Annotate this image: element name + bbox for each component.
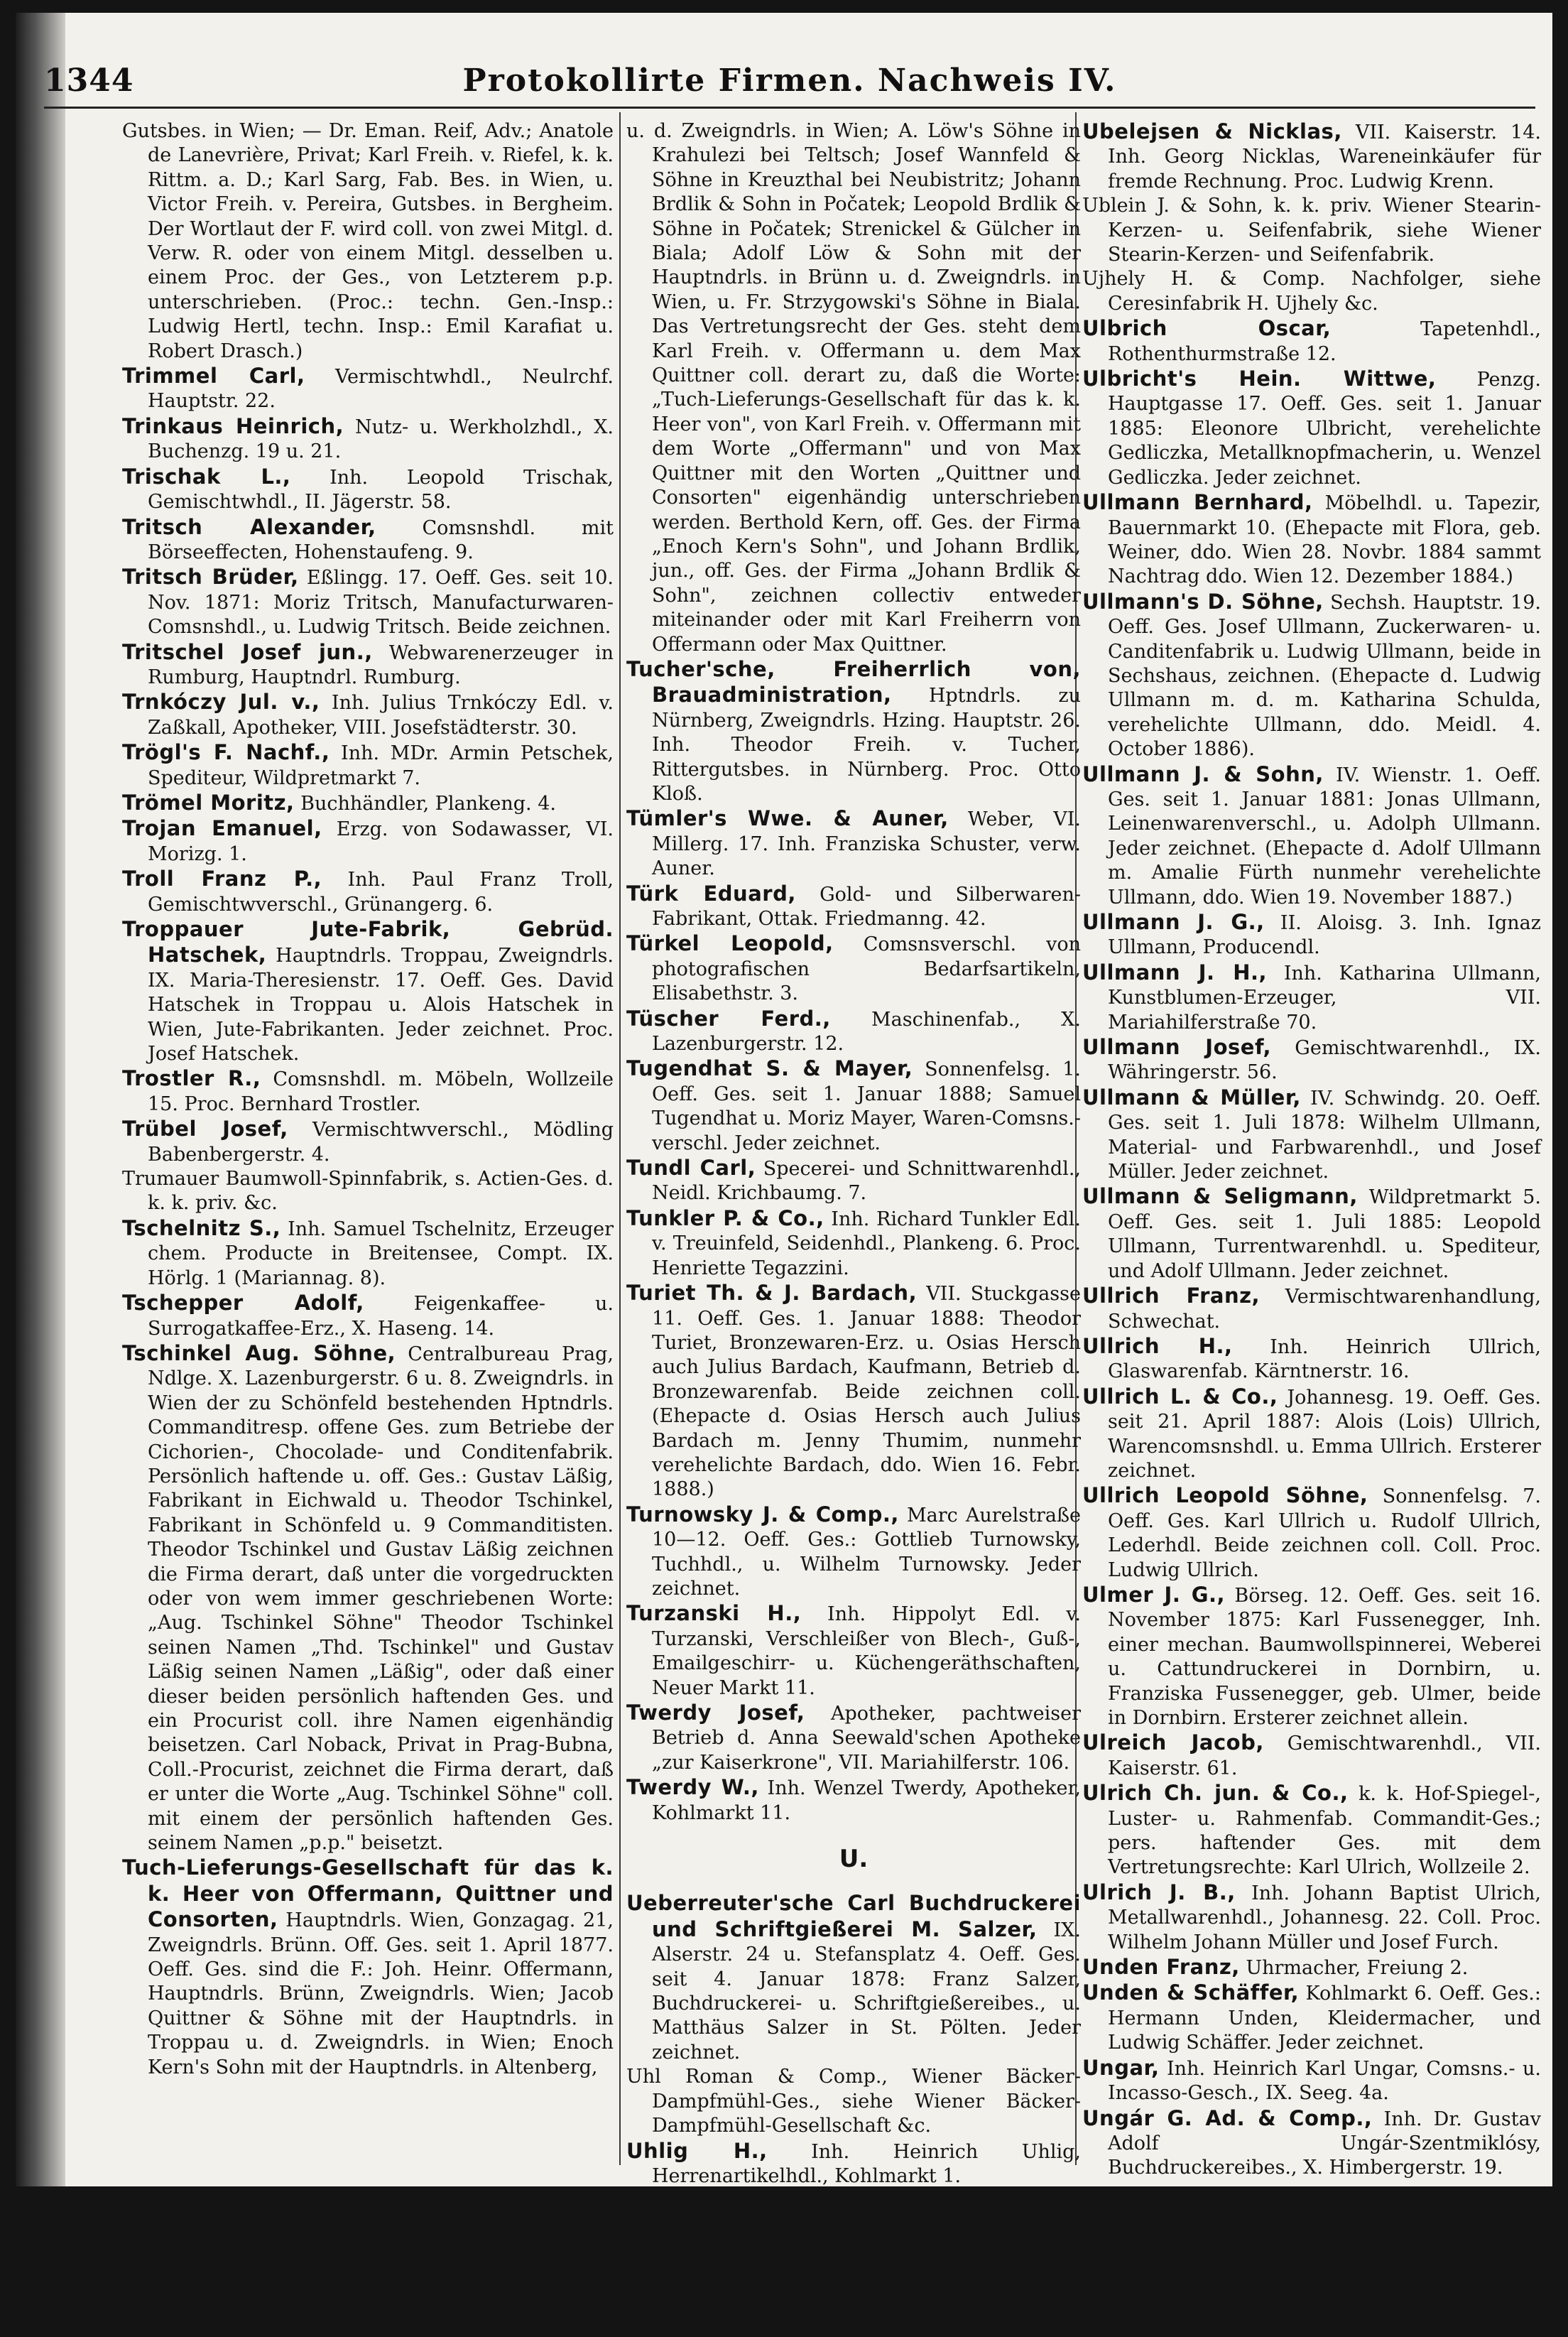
firm-name: Tritsch Brüder, <box>122 565 299 590</box>
entry-text: Gemischtwarenhdl., IX. Währingerstr. 56. <box>1108 1037 1541 1084</box>
directory-entry <box>122 119 614 364</box>
entry-text: II. Aloisg. 3. Inh. Ignaz Ullmann, Producendl. <box>1108 912 1541 959</box>
firm-name: Ullrich Leopold Söhne, <box>1082 1483 1368 1508</box>
firm-name: Trögl's F. Nachf., <box>122 740 330 765</box>
directory-entry <box>122 1066 614 1117</box>
entry-text: Vermischtwverschl., Mödling Babenbergerstr. 4. <box>148 1119 614 1166</box>
entry-text: Möbelhdl. u. Tapezir, Bauernmarkt 10. (Ehepacte mit Flora, geb. Weiner, ddo. Wien 28. Novbr. 1884 sammt Nachtrag ddo. Wien 12. Dezember 1884.) <box>1108 492 1542 588</box>
entry-text: Trumauer Baumwoll-Spinnfabrik, s. Actien-Ges. d. k. k. priv. &c. <box>122 1168 614 1215</box>
entry-text: Inh. Edmund Bondy, Erz. v. Uhren, Uhrenbestandtheilen, sowie eine mechanische Werkstätte, Penzing Hauptg. 35. Compt. und Musterlager Stadiong. 5. Proc. Otto Bondy. <box>652 2191 1081 2336</box>
column-2 <box>626 119 1082 2336</box>
firm-name: Uhrenfabrik Edmund Bondy, <box>626 2189 1012 2213</box>
directory-entry <box>122 690 614 740</box>
firm-name: Ulbrich Oscar, <box>1082 316 1332 341</box>
entry-text: Eßlingg. 17. Oeff. Ges. seit 10. Nov. 1871: Moriz Tritsch, Manufacturwaren-Comsnshdl., u. Ludwig Tritsch. Beide zeichnen. <box>148 567 614 639</box>
entry-text: Penzg. Hauptgasse 17. Oeff. Ges. seit 1. Januar 1885: Eleonore Ulbricht, verehelichte Gedliczka, Metallknopfmacherin, u. Wenzel Gedliczka. Jeder zeichnet. <box>1108 369 1541 489</box>
firm-name: Ungar, <box>1082 2055 1160 2080</box>
entry-text: Ujhely H. & Comp. Nachfolger, siehe Ceresinfabrik H. Ujhely &c. <box>1082 268 1541 315</box>
directory-entry <box>122 740 614 791</box>
directory-entry <box>1082 1955 1541 1980</box>
directory-entry <box>1082 1781 1541 1880</box>
firm-name: Tugendhat S. & Mayer, <box>626 1056 913 1081</box>
firm-name: Ullmann & Seligmann, <box>1082 1184 1358 1209</box>
directory-entry <box>626 2189 1081 2336</box>
directory-entry <box>1082 1730 1541 1781</box>
firm-name: Ulmer J. G., <box>1082 1582 1226 1607</box>
firm-name: Ullmann J. G., <box>1082 910 1265 934</box>
firm-name: Tundl Carl, <box>626 1156 756 1181</box>
directory-entry <box>122 640 614 690</box>
page-header <box>44 63 1535 105</box>
firm-name: Trübel Josef, <box>122 1117 288 1142</box>
directory-entry <box>626 1701 1081 1775</box>
firm-name: Ulrich Ch. jun. & Co., <box>1082 1781 1349 1806</box>
entry-text: Inh. Dr. Gustav Adolf Ungár-Szentmiklósy, Buchdruckereibes., X. Himbergerstr. 19. <box>1108 2108 1541 2179</box>
entry-text: k. k. Hof-Spiegel-, Luster- u. Rahmenfab. Commandit-Ges.; pers. haftender Ges. mit dem Vertretungsrechte: Karl Ulrich, Wollzeile 2. <box>1108 1783 1541 1879</box>
entry-text: Specerei- und Schnittwarenhdl., Neidl. Krichbaumg. 7. <box>652 1158 1081 1205</box>
entry-text: Maschinenfab., X. Lazenburgerstr. 12. <box>652 1008 1081 1056</box>
running-head: Protokollirte Firmen. Nachweis IV. <box>462 63 1117 99</box>
firm-name: Troppauer Jute-Fabrik, Gebrüd. Hatschek, <box>122 917 614 967</box>
directory-entry <box>1082 1583 1541 1730</box>
directory-entry <box>626 882 1081 932</box>
entry-text: VII. Stuckgasse 11. Oeff. Ges. 1. Januar 1888: Theodor Turiet, Bronzewaren-Erz. u. Osias Hersch auch Julius Bardach, Kaufmann, Betrieb d. Bronzewarenfab. Beide zeichnen coll. (Ehepacte d. Osias Hersch auch Julius Bardach m. Jenny Thumim, nunmehr verehelichte Bardach, ddo. Wien 16. Febr. 1888.) <box>652 1283 1081 1501</box>
directory-entry <box>122 1855 614 2080</box>
entry-text: Feigenkaffee- u. Surrogatkaffee-Erz., X. Haseng. 14. <box>148 1293 614 1340</box>
directory-entry <box>626 1891 1081 2065</box>
firm-name: Trojan Emanuel, <box>122 816 322 841</box>
directory-entry <box>1082 267 1541 316</box>
directory-entry <box>122 364 614 414</box>
entry-text: Gutsbes. in Wien; — Dr. Eman. Reif, Adv.; Anatole de Lanevrière, Privat; Karl Freih. v. Riefel, k. k. Rittm. a. D.; Karl Sarg, Fab. Bes. in Wien, u. Victor Freih. v. Pereira, Gutsbes. in Bergheim. Der Wortlaut der F. wird coll. von zwei Mitgl. d. Verw. R. oder von einem Mitgl. desselben u. einem Proc. der Ges., von Letzterem p.p. unterschrieben. (Proc.: techn. Gen.-Insp.: Ludwig Hertl, techn. Insp.: Emil Karafiat u. Robert Drasch.) <box>122 120 614 362</box>
entry-text: Webwarenerzeuger in Rumburg, Hauptndrl. Rumburg. <box>148 641 614 688</box>
directory-entry <box>122 1291 614 1341</box>
book-spine-shadow <box>16 13 65 2186</box>
directory-entry <box>1082 1284 1541 1334</box>
entry-text: Inh. Katharina Ullmann, Kunstblumen-Erzeuger, VII. Mariahilferstraße 70. <box>1108 962 1541 1034</box>
firm-name: Trnkóczy Jul. v., <box>122 690 320 715</box>
entry-text: Hauptndrls. Troppau, Zweigndrls. IX. Maria-Theresienstr. 17. Oeff. Ges. David Hatschek in Troppau u. Alois Hatschek in Wien, Jute-Fabrikanten. Jeder zeichnet. Proc. Josef Hatschek. <box>148 945 614 1066</box>
entry-text: Ublein J. & Sohn, k. k. priv. Wiener Stearin-Kerzen- u. Seifenfabrik, siehe Wiener Stearin-Kerzen- und Seifenfabrik. <box>1082 195 1541 266</box>
entry-text: VII. Kaiserstr. 14. Inh. Georg Nicklas, Wareneinkäufer für fremde Rechnung. Proc. Ludwig Krenn. <box>1108 121 1541 193</box>
directory-entry <box>626 2065 1081 2138</box>
entry-text: Comsnshdl. mit Börseeffecten, Hohenstaufeng. 9. <box>148 516 614 563</box>
entry-text: Inh. Wenzel Twerdy, Apotheker, Kohlmarkt 11. <box>652 1777 1081 1824</box>
directory-entry <box>1082 194 1541 267</box>
firm-name: Tümler's Wwe. & Auner, <box>626 806 949 831</box>
firm-name: Tschelnitz S., <box>122 1215 281 1240</box>
directory-entry <box>1082 2106 1541 2181</box>
entry-text: Kohlmarkt 6. Oeff. Ges.: Hermann Unden, Kleidermacher, und Ludwig Schäffer. Jeder zeichnet. <box>1108 1983 1541 2054</box>
entry-text: Centralbureau Prag, Ndlge. X. Lazenburgerstr. 6 u. 8. Zweigndrls. in Wien der zu Schönfeld bestehenden Hptndrls. Commanditresp. offene Ges. zum Betriebe der Cichorien-, Chocolade- und Conditenfabrik. Persönlich haftende u. off. Ges.: Gustav Läßig, Fabrikant in Eichwald u. Theodor Tschinkel, Fabrikant in Schönfeld u. 9 Commanditisten. Theodor Tschinkel und Gustav Läßig zeichnen die Firma derart, daß unter die vorgedruckten oder von wem immer geschriebenen Worte: „Aug. Tschinkel Söhne" Theodor Tschinkel seinen Namen „Thd. Tschinkel" und Gustav Läßig seinen Namen „Läßig", oder daß einer dieser beiden persönlich haftenden Ges. und ein Procurist coll. ihre Namen eigenhändig beisetzen. Carl Noback, Privat in Prag-Bubna, Coll.-Procurist, zeichnet die Firma derart, daß er unter die Worte „Aug. Tschinkel Söhne" coll. mit einem der persönlich haftenden Ges. seinem Namen „p.p." beisetzt. <box>148 1343 614 1855</box>
entry-text: Inh. Julius Trnkóczy Edl. v. Zaßkall, Apotheker, VIII. Josefstädterstr. 30. <box>148 692 614 739</box>
entry-text: Wildpretmarkt 5. Oeff. Ges. seit 1. Juli 1885: Leopold Ullmann, Turrentwarenhdl. u. Spediteur, und Adolf Ullmann. Jeder zeichnet. <box>1108 1186 1542 1282</box>
entry-text: Hauptndrls. Wien, Gonzagag. 21, Zweigndrls. Brünn. Off. Ges. seit 1. April 1877. Oeff. Ges. sind die F.: Joh. Heinr. Offermann, Hauptndrls. Brünn, Zweigndrls. Wien; Jacob Quittner & Söhne mit der Hauptndrls. in Troppau u. d. Zweigndrls. in Wien; Enoch Kern's Sohn mit der Hauptndrls. in Altenberg, <box>148 1909 614 2078</box>
entry-text: Börseg. 12. Oeff. Ges. seit 16. November 1875: Karl Fussenegger, Inh. einer mechan. Baumwollspinnerei, Weberei u. Cattundruckerei in Dornbirn, u. Franziska Fussenegger, geb. Ulmer, beide in Dornbirn. Ersterer zeichnet allein. <box>1108 1584 1541 1729</box>
directory-entry <box>1082 490 1541 590</box>
directory-entry <box>1082 1035 1541 1085</box>
header-rule <box>44 107 1535 109</box>
entry-text: Inh. MDr. Armin Petschek, Spediteur, Wildpretmarkt 7. <box>148 742 614 789</box>
firm-name: Tunkler P. & Co., <box>626 1205 824 1230</box>
firm-name: Twerdy Josef, <box>626 1701 805 1725</box>
firm-name: Trischak L., <box>122 464 291 489</box>
entry-text: Sonnenfelsg. 7. Oeff. Ges. Karl Ullrich u. Rudolf Ullrich, Lederhdl. Beide zeichnen coll. Coll. Proc. Ludwig Ullrich. <box>1108 1485 1541 1581</box>
entry-text: Inh. Paul Franz Troll, Gemischtwverschl., Grünangerg. 6. <box>148 869 614 916</box>
directory-entry <box>626 119 1081 657</box>
entry-text: Inh. Samuel Tschelnitz, Erzeuger chem. Producte in Breitensee, Compt. IX. Hörlg. 1 (Mariannag. 8). <box>148 1218 614 1289</box>
entry-text: Gold- und Silberwaren-Fabrikant, Ottak. Friedmanng. 42. <box>652 883 1082 930</box>
directory-entry <box>626 806 1081 881</box>
directory-entry <box>122 816 614 867</box>
entry-text: IV. Wienstr. 1. Oeff. Ges. seit 1. Januar 1881: Jonas Ullmann, Leinenwarenverschl., u. Adolph Ullmann. Jeder zeichnet. (Ehepacte d. Adolf Ullmann m. Amalie Fürth nunmehr verehelichte Ullmann, ddo. Wien 19. November 1887.) <box>1108 764 1541 909</box>
firm-name: Trimmel Carl, <box>122 364 305 389</box>
directory-entry <box>1082 762 1541 910</box>
entry-text: IX. Alserstr. 24 u. Stefansplatz 4. Oeff. Ges. seit 4. Januar 1878: Franz Salzer, Buchdruckerei- u. Schriftgießereibes., u. Matthäus Salzer in St. Pölten. Jeder zeichnet. <box>652 1919 1081 2064</box>
directory-entry <box>122 515 614 565</box>
directory-entry <box>626 931 1081 1006</box>
firm-name: Türkel Leopold, <box>626 931 834 956</box>
directory-entry <box>1082 2056 1541 2106</box>
firm-name: Unden & Schäffer, <box>1082 1980 1300 2005</box>
firm-name: Tucher'sche, Freiherrlich von, Brauadministration, <box>626 656 1081 707</box>
directory-entry <box>1082 1334 1541 1384</box>
firm-name: Ullrich L. & Co., <box>1082 1384 1278 1409</box>
directory-entry <box>626 1281 1081 1502</box>
directory-entry <box>122 1167 614 1216</box>
directory-entry <box>626 1156 1081 1206</box>
firm-name: Tuch-Lieferungs-Gesellschaft für das k. k. Heer von Offermann, Quittner und Consorten, <box>122 1855 614 1932</box>
entry-text: Uhl Roman & Comp., Wiener Bäcker-Dampfmühl-Ges., siehe Wiener Bäcker-Dampfmühl-Gesellschaft &c. <box>626 2066 1081 2137</box>
firm-name: Ulrich J. B., <box>1082 1880 1236 1904</box>
firm-name: Ullmann Josef, <box>1082 1035 1271 1060</box>
directory-entry <box>1082 316 1541 367</box>
firm-name: Ullrich H., <box>1082 1333 1233 1358</box>
entry-text: Apotheker, pachtweiser Betrieb d. Anna Seewald'schen Apotheke „zur Kaiserkrone", VII. Mariahilferstr. 106. <box>652 1703 1081 1774</box>
firm-name: Türk Eduard, <box>626 881 796 906</box>
directory-entry <box>1082 1085 1541 1185</box>
entry-text: Vermischtwarenhandlung, Schwechat. <box>1108 1286 1541 1333</box>
directory-entry <box>1082 1384 1541 1484</box>
directory-entry <box>626 1502 1081 1602</box>
column-3 <box>1082 119 1542 2179</box>
directory-entry <box>1082 119 1541 194</box>
firm-name: Tschinkel Aug. Söhne, <box>122 1340 396 1365</box>
entry-text: u. d. Zweigndrls. in Wien; A. Löw's Söhne in Krahulezi bei Teltsch; Josef Wannfeld & Söhne in Kreuzthal bei Neubistritz; Johann Brdlik & Sohn in Počatek; Leopold Brdlik & Söhne in Počatek; Strenickel & Gülcher in Biala; Adolf Löw & Sohn mit der Hauptndrls. in Brünn u. d. Zweigndrls. in Wien, u. Fr. Strzygowski's Söhne in Biala. Das Vertretungsrecht der Ges. steht dem Karl Freih. v. Offermann u. dem Max Quittner coll. derart zu, daß die Worte: „Tuch-Lieferungs-Gesellschaft für das k. k. Heer von", von Karl Freih. v. Offermann mit dem Worte „Offermann" und von Max Quittner mit den Worten „Quittner und Consorten" eigenhändig unterschrieben werden. Berthold Kern, off. Ges. der Firma „Enoch Kern's Sohn", und Johann Brdlik, jun., off. Ges. der Firma „Johann Brdlik & Sohn", zeichnen collectiv entweder miteinander oder mit Karl Freiherrn von Offermann oder Max Quittner. <box>626 120 1081 656</box>
firm-name: Troll Franz P., <box>122 867 322 891</box>
entry-text: Inh. Hippolyt Edl. v. Turzanski, Verschleißer von Blech-, Guß-, Emailgeschirr- u. Küchengeräthschaften, Neuer Markt 11. <box>652 1603 1081 1699</box>
directory-entry <box>1082 1980 1541 2055</box>
firm-name: Ungár G. Ad. & Comp., <box>1082 2105 1373 2130</box>
directory-entry <box>1082 910 1541 960</box>
entry-text: Buchhändler, Plankeng. 4. <box>300 792 556 815</box>
directory-entry <box>122 1117 614 1167</box>
directory-entry <box>1082 1184 1541 1284</box>
entry-text: Hptndrls. zu Nürnberg, Zweigndrls. Hzing. Hauptstr. 26. Inh. Theodor Freih. v. Tucher, Rittergutsbes. in Nürnberg. Proc. Otto Kloß. <box>652 685 1081 805</box>
directory-entry <box>1082 1483 1541 1583</box>
entry-text: Nutz- u. Werkholzhdl., X. Buchenzg. 19 u. 21. <box>148 416 614 463</box>
firm-name: Turzanski H., <box>626 1601 802 1626</box>
entry-text: Inh. Heinrich Karl Ungar, Comsns.- u. Incasso-Gesch., IX. Seeg. 4a. <box>1108 2057 1541 2105</box>
directory-entry <box>626 1056 1081 1156</box>
directory-entry <box>626 1601 1081 1701</box>
firm-name: Ullmann J. H., <box>1082 960 1268 985</box>
directory-entry <box>122 917 614 1066</box>
firm-name: Tschepper Adolf, <box>122 1291 364 1316</box>
directory-entry <box>122 1341 614 1856</box>
directory-entry <box>122 565 614 639</box>
entry-text: Weber, VI. Millerg. 17. Inh. Franziska Schuster, verw. Auner. <box>652 808 1081 880</box>
directory-entry <box>122 867 614 917</box>
entry-text: Johannesg. 19. Oeff. Ges. seit 21. April 1887: Alois (Lois) Ullrich, Warencomsnshdl. u. Emma Ullrich. Ersterer zeichnet. <box>1108 1386 1541 1482</box>
entry-text: IV. Schwindg. 20. Oeff. Ges. seit 1. Juli 1878: Wilhelm Ullmann, Material- und Farbwarenhdl., und Josef Müller. Jeder zeichnet. <box>1108 1087 1541 1183</box>
directory-entry <box>626 1775 1081 1826</box>
firm-name: Trostler R., <box>122 1066 261 1091</box>
column-divider <box>619 112 621 2165</box>
entry-text: Comsnsverschl. von photografischen Bedarfsartikeln, Elisabethstr. 3. <box>652 933 1081 1005</box>
entry-text: Erzg. von Sodawasser, VI. Morizg. 1. <box>148 818 614 865</box>
entry-text: Tapetenhdl., Rothenthurmstraße 12. <box>1108 318 1541 365</box>
entry-text: Comsnshdl. m. Möbeln, Wollzeile 15. Proc. Bernhard Trostler. <box>148 1068 614 1115</box>
entry-text: Gemischtwarenhdl., VII. Kaiserstr. 61. <box>1108 1733 1541 1779</box>
firm-name: Ueberreuter'sche Carl Buchdruckerei und Schriftgießerei M. Salzer, <box>626 1891 1081 1941</box>
firm-name: Ubelejsen & Nicklas, <box>1082 119 1342 143</box>
directory-entry <box>1082 367 1541 490</box>
section-letter: U. <box>839 1845 869 1874</box>
firm-name: Twerdy W., <box>626 1775 759 1800</box>
firm-name: Ulbricht's Hein. Wittwe, <box>1082 367 1437 391</box>
firm-name: Ullmann & Müller, <box>1082 1085 1301 1110</box>
firm-name: Turnowsky J. & Comp., <box>626 1502 899 1527</box>
directory-entry <box>1082 1880 1541 1955</box>
entry-text: Inh. Richard Tunkler Edl. v. Treuinfeld, Seidenhdl., Plankeng. 6. Proc. Henriette Tegazzini. <box>652 1208 1081 1279</box>
entry-text: Marc Aurelstraße 10—12. Oeff. Ges.: Gottlieb Turnowsky, Tuchhdl., u. Wilhelm Turnowsky. Jeder zeichnet. <box>652 1504 1081 1600</box>
firm-name: Turiet Th. & J. Bardach, <box>626 1281 918 1306</box>
page-number: 1344 <box>44 63 134 99</box>
entry-text: Sechsh. Hauptstr. 19. Oeff. Ges. Josef Ullmann, Zuckerwaren- u. Canditenfabrik u. Ludwig Ullmann, beide in Sechshaus, zeichnen. (Ehepacte d. Ludwig Ullmann m. d. m. Katharina Schulda, verehelichte Ullmann, ddo. Meidl. 4. October 1886). <box>1108 591 1541 761</box>
firm-name: Trömel Moritz, <box>122 790 295 815</box>
firm-name: Tüscher Ferd., <box>626 1006 831 1031</box>
directory-entry <box>122 791 614 816</box>
firm-name: Ullrich Franz, <box>1082 1284 1261 1308</box>
firm-name: Ullmann Bernhard, <box>1082 490 1313 515</box>
entry-text: Vermischtwhdl., Neulrchf. Hauptstr. 22. <box>148 366 614 413</box>
firm-name: Ullmann J. & Sohn, <box>1082 761 1324 786</box>
firm-name: Ulreich Jacob, <box>1082 1730 1264 1755</box>
directory-entry <box>122 414 614 465</box>
entry-text: Inh. Heinrich Ullrich, Glaswarenfab. Kärntnerstr. 16. <box>1108 1335 1541 1383</box>
directory-entry <box>122 1216 614 1291</box>
page <box>16 13 1552 2336</box>
firm-name: Tritschel Josef jun., <box>122 639 373 664</box>
directory-entry <box>626 1206 1081 1281</box>
directory-entry <box>626 2139 1081 2189</box>
entry-text: Inh. Leopold Trischak, Gemischtwhdl., II. Jägerstr. 58. <box>148 466 614 514</box>
firm-name: Tritsch Alexander, <box>122 514 376 539</box>
firm-name: Trinkaus Heinrich, <box>122 413 344 438</box>
column-1 <box>122 119 614 2165</box>
directory-entry <box>626 657 1081 806</box>
directory-entry <box>122 465 614 515</box>
entry-text: Inh. Johann Baptist Ulrich, Metallwarenhdl., Johannesg. 22. Coll. Proc. Wilhelm Johann Müller und Josef Furch. <box>1108 1882 1541 1953</box>
directory-entry <box>626 1007 1081 1057</box>
firm-name: Ullmann's D. Söhne, <box>1082 589 1324 614</box>
entry-text: Inh. Heinrich Uhlig, Herrenartikelhdl., Kohlmarkt 1. <box>652 2140 1081 2187</box>
directory-entry <box>1082 590 1541 762</box>
entry-text: Sonnenfelsg. 1. Oeff. Ges. seit 1. Januar 1888; Samuel Tugendhat u. Moriz Mayer, Waren-Comsns.-verschl. Jeder zeichnet. <box>652 1058 1081 1154</box>
firm-name: Unden Franz, <box>1082 1955 1240 1980</box>
directory-entry <box>1082 960 1541 1035</box>
entry-text: Uhrmacher, Freiung 2. <box>1246 1957 1469 1980</box>
firm-name: Uhlig H., <box>626 2138 768 2163</box>
